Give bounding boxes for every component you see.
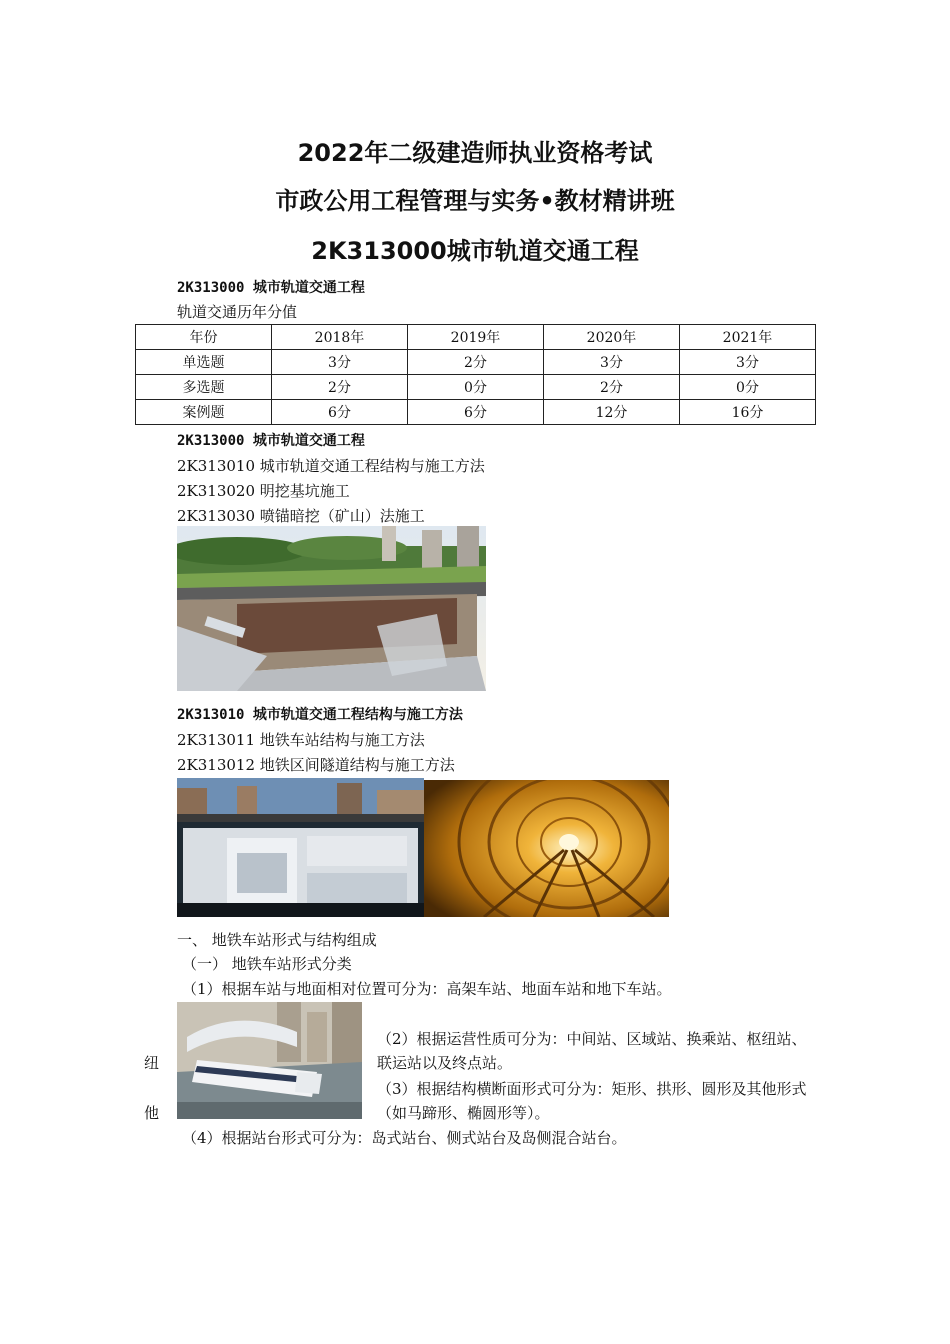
section-title: 一、 地铁车站形式与结构组成 [177, 931, 377, 949]
table-cell: 16分 [680, 400, 816, 425]
sub-outline-heading: 2K313010 城市轨道交通工程结构与施工方法 [177, 707, 463, 723]
table-cell: 3分 [272, 350, 408, 375]
table-cell: 单选题 [136, 350, 272, 375]
table-cell: 6分 [408, 400, 544, 425]
table-row [136, 400, 816, 425]
table-cell: 2分 [544, 375, 680, 400]
elevated-train-photo [177, 1002, 362, 1119]
table-cell: 多选题 [136, 375, 272, 400]
side-character: 纽 [144, 1054, 160, 1072]
outline-item: 2K313010 城市轨道交通工程结构与施工方法 [177, 457, 485, 475]
table-cell: 0分 [680, 375, 816, 400]
table-cell: 2分 [272, 375, 408, 400]
table-cell: 6分 [272, 400, 408, 425]
station-aerial-photo [177, 526, 486, 691]
table-header-cell: 2020年 [544, 325, 680, 350]
table-header-cell: 年份 [136, 325, 272, 350]
document-title-line3: 2K313000城市轨道交通工程 [311, 237, 639, 265]
table-header-row [136, 325, 816, 350]
table-header-cell: 2019年 [408, 325, 544, 350]
paragraph: （3）根据结构横断面形式可分为：矩形、拱形、圆形及其他形式（如马蹄形、椭圆形等）。 [377, 1080, 807, 1122]
document-title-line2: 市政公用工程管理与实务•教材精讲班 [275, 187, 675, 215]
outline-item: 2K313020 明挖基坑施工 [177, 482, 350, 500]
table-row [136, 375, 816, 400]
side-character: 他 [144, 1104, 160, 1122]
score-table [135, 324, 816, 425]
paragraph: （1）根据车站与地面相对位置可分为：高架车站、地面车站和地下车站。 [182, 980, 672, 998]
table-cell: 案例题 [136, 400, 272, 425]
table-row [136, 350, 816, 375]
table-caption: 轨道交通历年分值 [177, 303, 298, 321]
sub-outline-item: 2K313011 地铁车站结构与施工方法 [177, 731, 425, 749]
paragraph: （2）根据运营性质可分为：中间站、区域站、换乘站、枢纽站、联运站以及终点站。 [377, 1030, 807, 1072]
outline-heading: 2K313000 城市轨道交通工程 [177, 433, 365, 449]
table-cell: 3分 [680, 350, 816, 375]
table-cell: 2分 [408, 350, 544, 375]
table-cell: 12分 [544, 400, 680, 425]
table-cell: 0分 [408, 375, 544, 400]
sub-outline-item: 2K313012 地铁区间隧道结构与施工方法 [177, 756, 455, 774]
subsection-title: （一） 地铁车站形式分类 [182, 955, 352, 973]
tunnel-photo [424, 780, 669, 917]
document-title-line1: 2022年二级建造师执业资格考试 [297, 139, 653, 167]
table-header-cell: 2021年 [680, 325, 816, 350]
table-cell: 3分 [544, 350, 680, 375]
underground-station-photo [177, 778, 424, 917]
table-header-cell: 2018年 [272, 325, 408, 350]
section-heading: 2K313000 城市轨道交通工程 [177, 280, 365, 296]
outline-item: 2K313030 喷锚暗挖（矿山）法施工 [177, 507, 425, 525]
paragraph: （4）根据站台形式可分为：岛式站台、侧式站台及岛侧混合站台。 [182, 1129, 627, 1147]
